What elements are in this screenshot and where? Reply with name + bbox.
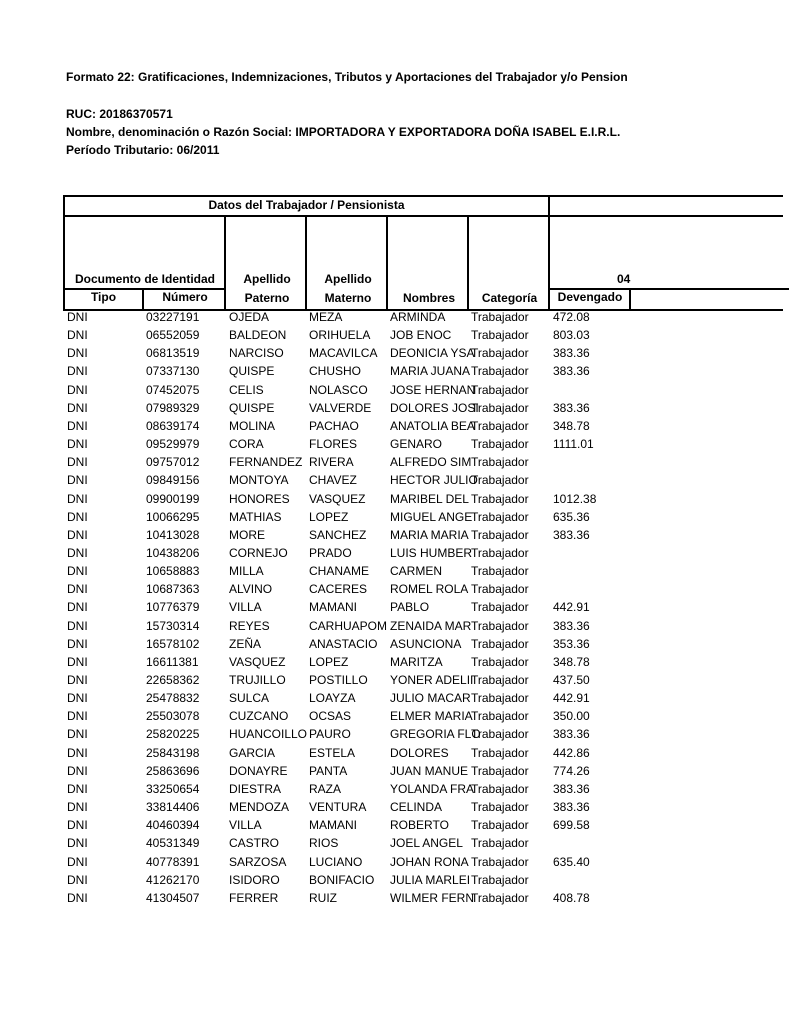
tipo-cell: DNI <box>67 654 88 669</box>
apellido-materno-cell: CARHUAPOM <box>309 618 388 633</box>
tipo-cell: DNI <box>67 527 88 542</box>
header-apellido-paterno-1: Apellido <box>243 272 291 286</box>
nombres-cell: ARMINDA <box>390 310 446 324</box>
numero-cell: 07452075 <box>146 382 200 397</box>
tipo-cell: DNI <box>67 872 88 887</box>
devengado-cell: 350.00 <box>553 709 590 724</box>
categoria-cell: Trabajador <box>471 527 529 542</box>
categoria-cell: Trabajador <box>471 727 529 742</box>
categoria-cell: Trabajador <box>471 364 529 379</box>
categoria-cell: Trabajador <box>471 310 529 324</box>
apellido-materno-cell: PACHAO <box>309 418 359 433</box>
categoria-cell: Trabajador <box>471 328 529 343</box>
numero-cell: 33814406 <box>146 800 200 815</box>
devengado-cell: 1012.38 <box>553 491 597 506</box>
numero-cell: 10658883 <box>146 564 200 579</box>
apellido-materno-cell: BONIFACIO <box>309 872 375 887</box>
numero-cell: 09900199 <box>146 491 200 506</box>
apellido-paterno-cell: ZEÑA <box>229 636 262 651</box>
apellido-paterno-cell: CUZCANO <box>229 709 289 724</box>
categoria-cell: Trabajador <box>471 600 529 615</box>
apellido-paterno-cell: SULCA <box>229 691 270 706</box>
tipo-cell: DNI <box>67 400 88 415</box>
numero-cell: 25863696 <box>146 763 200 778</box>
apellido-materno-cell: ANASTACIO <box>309 636 378 651</box>
apellido-paterno-cell: OJEDA <box>229 310 270 324</box>
categoria-cell: Trabajador <box>471 854 529 869</box>
devengado-cell: 635.36 <box>553 509 590 524</box>
apellido-paterno-cell: REYES <box>229 618 270 633</box>
devengado-cell: 383.36 <box>553 800 590 815</box>
apellido-paterno-cell: QUISPE <box>229 400 275 415</box>
numero-cell: 40531349 <box>146 836 200 851</box>
tipo-cell: DNI <box>67 691 88 706</box>
categoria-cell: Trabajador <box>471 691 529 706</box>
devengado-cell: 383.36 <box>553 618 590 633</box>
devengado-cell: 383.36 <box>553 727 590 742</box>
apellido-materno-cell: RAZA <box>309 781 342 796</box>
categoria-cell: Trabajador <box>471 491 529 506</box>
numero-cell: 25478832 <box>146 691 200 706</box>
nombres-cell: YOLANDA FRA <box>390 781 475 796</box>
numero-cell: 10687363 <box>146 582 200 597</box>
numero-cell: 09757012 <box>146 455 200 470</box>
nombres-cell: JOHAN RONA <box>390 854 469 869</box>
tipo-cell: DNI <box>67 509 88 524</box>
apellido-materno-cell: MACAVILCA <box>309 346 378 361</box>
numero-cell: 09849156 <box>146 473 200 488</box>
apellido-materno-cell: FLORES <box>309 437 358 452</box>
apellido-paterno-cell: MATHIAS <box>229 509 282 524</box>
devengado-cell: 348.78 <box>553 418 590 433</box>
numero-cell: 41304507 <box>146 890 200 905</box>
categoria-cell: Trabajador <box>471 781 529 796</box>
report-title: Formato 22: Gratificaciones, Indemnizaciones, Tributos y Aportaciones del Trabajador y/o Pension <box>66 70 628 84</box>
numero-cell: 16611381 <box>146 654 199 669</box>
nombres-cell: JOEL ANGEL <box>390 836 463 851</box>
devengado-cell: 442.86 <box>553 745 590 760</box>
apellido-materno-cell: CHANAME <box>309 564 370 579</box>
apellido-materno-cell: LOPEZ <box>309 509 349 524</box>
tipo-cell: DNI <box>67 582 88 597</box>
categoria-cell: Trabajador <box>471 564 529 579</box>
tipo-cell: DNI <box>67 437 88 452</box>
categoria-cell: Trabajador <box>471 346 529 361</box>
nombres-cell: MIGUEL ANGE <box>390 509 473 524</box>
devengado-cell: 383.36 <box>553 400 590 415</box>
header-nombres: Nombres <box>402 291 455 305</box>
nombres-cell: CELINDA <box>390 800 443 815</box>
categoria-cell: Trabajador <box>471 437 529 452</box>
apellido-materno-cell: RUIZ <box>309 890 337 905</box>
nombres-cell: DEONICIA YSA <box>390 346 475 361</box>
tipo-cell: DNI <box>67 382 88 397</box>
nombres-cell: HECTOR JULIO <box>390 473 478 488</box>
nombres-cell: MARIA MARIA <box>390 527 469 542</box>
apellido-materno-cell: PRADO <box>309 545 352 560</box>
numero-cell: 41262170 <box>146 872 200 887</box>
nombres-cell: ASUNCIONA <box>390 636 462 651</box>
categoria-cell: Trabajador <box>471 836 529 851</box>
nombres-cell: MARIBEL DEL <box>390 491 469 506</box>
apellido-paterno-cell: HONORES <box>229 491 290 506</box>
apellido-materno-cell: ORIHUELA <box>309 328 371 343</box>
numero-cell: 10438206 <box>146 545 200 560</box>
numero-cell: 10066295 <box>146 509 200 524</box>
numero-cell: 40460394 <box>146 818 200 833</box>
tipo-cell: DNI <box>67 328 88 343</box>
tipo-cell: DNI <box>67 636 88 651</box>
categoria-cell: Trabajador <box>471 745 529 760</box>
apellido-materno-cell: POSTILLO <box>309 673 368 687</box>
header-apellido-materno-1: Apellido <box>324 272 372 286</box>
tipo-cell: DNI <box>67 364 88 379</box>
header-code-label: 04 <box>617 272 631 286</box>
numero-cell: 22658362 <box>146 673 200 687</box>
nombres-cell: JULIO MACAR <box>390 691 471 706</box>
apellido-materno-cell: ESTELA <box>309 745 356 760</box>
numero-cell: 08639174 <box>146 418 200 433</box>
tipo-cell: DNI <box>67 545 88 560</box>
numero-cell: 40778391 <box>146 854 200 869</box>
apellido-materno-cell: PAURO <box>309 727 351 742</box>
apellido-paterno-cell: SARZOSA <box>229 854 287 869</box>
tipo-cell: DNI <box>67 709 88 724</box>
numero-cell: 09529979 <box>146 437 200 452</box>
apellido-paterno-cell: CELIS <box>229 382 264 397</box>
tipo-cell: DNI <box>67 418 88 433</box>
devengado-cell: 442.91 <box>553 691 590 706</box>
periodo-line: Período Tributario: 06/2011 <box>66 143 220 157</box>
tipo-cell: DNI <box>67 673 88 687</box>
tipo-cell: DNI <box>67 473 88 488</box>
apellido-paterno-cell: MENDOZA <box>229 800 289 815</box>
devengado-cell: 635.40 <box>553 854 590 869</box>
categoria-cell: Trabajador <box>471 763 529 778</box>
header-categoria: Categoría <box>481 291 538 305</box>
apellido-paterno-cell: FERRER <box>229 890 279 905</box>
apellido-paterno-cell: VILLA <box>229 818 262 833</box>
tipo-cell: DNI <box>67 491 88 506</box>
devengado-cell: 348.78 <box>553 654 590 669</box>
tipo-cell: DNI <box>67 818 88 833</box>
devengado-cell: 442.91 <box>553 600 590 615</box>
apellido-materno-cell: VENTURA <box>309 800 367 815</box>
apellido-paterno-cell: VASQUEZ <box>229 654 286 669</box>
devengado-cell: 408.78 <box>553 890 590 905</box>
apellido-paterno-cell: CORNEJO <box>229 545 288 560</box>
apellido-materno-cell: PANTA <box>309 763 348 778</box>
numero-cell: 07989329 <box>146 400 200 415</box>
nombres-cell: MARIA JUANA <box>390 364 471 379</box>
numero-cell: 25843198 <box>146 745 200 760</box>
apellido-paterno-cell: CASTRO <box>229 836 280 851</box>
numero-cell: 25820225 <box>146 727 200 742</box>
apellido-paterno-cell: DONAYRE <box>229 763 288 778</box>
apellido-paterno-cell: QUISPE <box>229 364 275 379</box>
tipo-cell: DNI <box>67 800 88 815</box>
devengado-cell: 383.36 <box>553 781 590 796</box>
nombres-cell: MARITZA <box>390 654 443 669</box>
apellido-paterno-cell: ISIDORO <box>229 872 280 887</box>
apellido-materno-cell: CACERES <box>309 582 368 597</box>
apellido-materno-cell: CHAVEZ <box>309 473 357 488</box>
categoria-cell: Trabajador <box>471 890 529 905</box>
nombres-cell: JOB ENOC <box>390 328 452 343</box>
categoria-cell: Trabajador <box>471 673 529 687</box>
tipo-cell: DNI <box>67 618 88 633</box>
tipo-cell: DNI <box>67 781 88 796</box>
apellido-materno-cell: SANCHEZ <box>309 527 367 542</box>
nombres-cell: ROMEL ROLA <box>390 582 469 597</box>
devengado-cell: 774.26 <box>553 763 590 778</box>
numero-cell: 10776379 <box>146 600 200 615</box>
categoria-cell: Trabajador <box>471 872 529 887</box>
nombres-cell: DOLORES <box>390 745 449 760</box>
numero-cell: 03227191 <box>146 310 200 324</box>
razon-social-line: Nombre, denominación o Razón Social: IMPORTADORA Y EXPORTADORA DOÑA ISABEL E.I.R.L. <box>66 125 621 139</box>
tipo-cell: DNI <box>67 455 88 470</box>
nombres-cell: ALFREDO SIM <box>390 455 472 470</box>
categoria-cell: Trabajador <box>471 818 529 833</box>
apellido-paterno-cell: GARCIA <box>229 745 276 760</box>
apellido-paterno-cell: CORA <box>229 437 264 452</box>
numero-cell: 16578102 <box>146 636 200 651</box>
header-apellido-paterno-2: Paterno <box>244 291 290 305</box>
numero-cell: 06552059 <box>146 328 200 343</box>
categoria-cell: Trabajador <box>471 473 529 488</box>
apellido-materno-cell: VALVERDE <box>309 400 372 415</box>
categoria-cell: Trabajador <box>471 800 529 815</box>
nombres-cell: PABLO <box>390 600 430 615</box>
header-apellido-materno-2: Materno <box>324 291 372 305</box>
header-devengado: Devengado <box>557 290 623 304</box>
numero-cell: 06813519 <box>146 346 200 361</box>
nombres-cell: GREGORIA FLO <box>390 727 481 742</box>
tipo-cell: DNI <box>67 310 88 324</box>
tipo-cell: DNI <box>67 745 88 760</box>
apellido-materno-cell: RIOS <box>309 836 339 851</box>
numero-cell: 10413028 <box>146 527 200 542</box>
categoria-cell: Trabajador <box>471 654 529 669</box>
numero-cell: 25503078 <box>146 709 200 724</box>
nombres-cell: ROBERTO <box>390 818 449 833</box>
categoria-cell: Trabajador <box>471 455 529 470</box>
nombres-cell: YONER ADELII <box>390 673 474 687</box>
devengado-divider <box>629 288 631 311</box>
apellido-paterno-cell: VILLA <box>229 600 262 615</box>
categoria-cell: Trabajador <box>471 382 529 397</box>
nombres-cell: ELMER MARIA <box>390 709 473 724</box>
devengado-cell: 472.08 <box>553 310 590 324</box>
group-header: Datos del Trabajador / Pensionista <box>208 198 405 212</box>
tipo-cell: DNI <box>67 763 88 778</box>
header-numero: Número <box>162 290 208 304</box>
apellido-paterno-cell: MILLA <box>229 564 264 579</box>
devengado-cell: 383.36 <box>553 346 590 361</box>
nombres-cell: ZENAIDA MAR <box>390 618 472 633</box>
apellido-materno-cell: MAMANI <box>309 600 357 615</box>
nombres-cell: ANATOLIA BEA <box>390 418 475 433</box>
apellido-materno-cell: MAMANI <box>309 818 357 833</box>
numero-cell: 07337130 <box>146 364 200 379</box>
tipo-cell: DNI <box>67 890 88 905</box>
apellido-materno-cell: RIVERA <box>309 455 354 470</box>
apellido-paterno-cell: BALDEON <box>229 328 287 343</box>
tipo-cell: DNI <box>67 727 88 742</box>
categoria-cell: Trabajador <box>471 582 529 597</box>
apellido-materno-cell: LOAYZA <box>309 691 356 706</box>
numero-cell: 15730314 <box>146 618 200 633</box>
apellido-paterno-cell: MOLINA <box>229 418 276 433</box>
categoria-cell: Trabajador <box>471 418 529 433</box>
tipo-cell: DNI <box>67 600 88 615</box>
nombres-cell: WILMER FERN <box>390 890 474 905</box>
nombres-cell: LUIS HUMBER <box>390 545 473 560</box>
devengado-cell: 437.50 <box>553 673 590 687</box>
devengado-cell: 383.36 <box>553 527 590 542</box>
devengado-cell: 1111.01 <box>553 437 594 452</box>
devengado-cell: 803.03 <box>553 328 590 343</box>
tipo-cell: DNI <box>67 854 88 869</box>
tipo-cell: DNI <box>67 836 88 851</box>
apellido-materno-cell: OCSAS <box>309 709 352 724</box>
nombres-cell: DOLORES JOSI <box>390 400 479 415</box>
apellido-materno-cell: LOPEZ <box>309 654 349 669</box>
devengado-cell: 699.58 <box>553 818 590 833</box>
nombres-cell: JOSE HERNAN <box>390 382 476 397</box>
apellido-paterno-cell: NARCISO <box>229 346 284 361</box>
apellido-paterno-cell: MORE <box>229 527 265 542</box>
nombres-cell: JULIA MARLEI <box>390 872 471 887</box>
apellido-paterno-cell: ALVINO <box>229 582 273 597</box>
apellido-materno-cell: CHUSHO <box>309 364 362 379</box>
categoria-cell: Trabajador <box>471 545 529 560</box>
devengado-cell: 383.36 <box>553 364 590 379</box>
apellido-materno-cell: NOLASCO <box>309 382 368 397</box>
categoria-cell: Trabajador <box>471 709 529 724</box>
ruc-line: RUC: 20186370571 <box>66 107 173 121</box>
apellido-paterno-cell: FERNANDEZ <box>229 455 303 470</box>
apellido-paterno-cell: MONTOYA <box>229 473 289 488</box>
categoria-cell: Trabajador <box>471 509 529 524</box>
apellido-materno-cell: VASQUEZ <box>309 491 366 506</box>
header-documento-identidad: Documento de Identidad <box>74 272 215 286</box>
numero-cell: 33250654 <box>146 781 200 796</box>
header-tipo: Tipo <box>90 290 117 304</box>
tipo-cell: DNI <box>67 346 88 361</box>
apellido-paterno-cell: TRUJILLO <box>229 673 286 687</box>
categoria-cell: Trabajador <box>471 400 529 415</box>
categoria-cell: Trabajador <box>471 618 529 633</box>
nombres-cell: CARMEN <box>390 564 443 579</box>
nombres-cell: GENARO <box>390 437 443 452</box>
apellido-paterno-cell: DIESTRA <box>229 781 282 796</box>
devengado-cell: 353.36 <box>553 636 590 651</box>
categoria-cell: Trabajador <box>471 636 529 651</box>
apellido-materno-cell: LUCIANO <box>309 854 363 869</box>
tipo-cell: DNI <box>67 564 88 579</box>
apellido-materno-cell: MEZA <box>309 310 343 324</box>
apellido-paterno-cell: HUANCOILLO <box>229 727 308 742</box>
nombres-cell: JUAN MANUE <box>390 763 469 778</box>
